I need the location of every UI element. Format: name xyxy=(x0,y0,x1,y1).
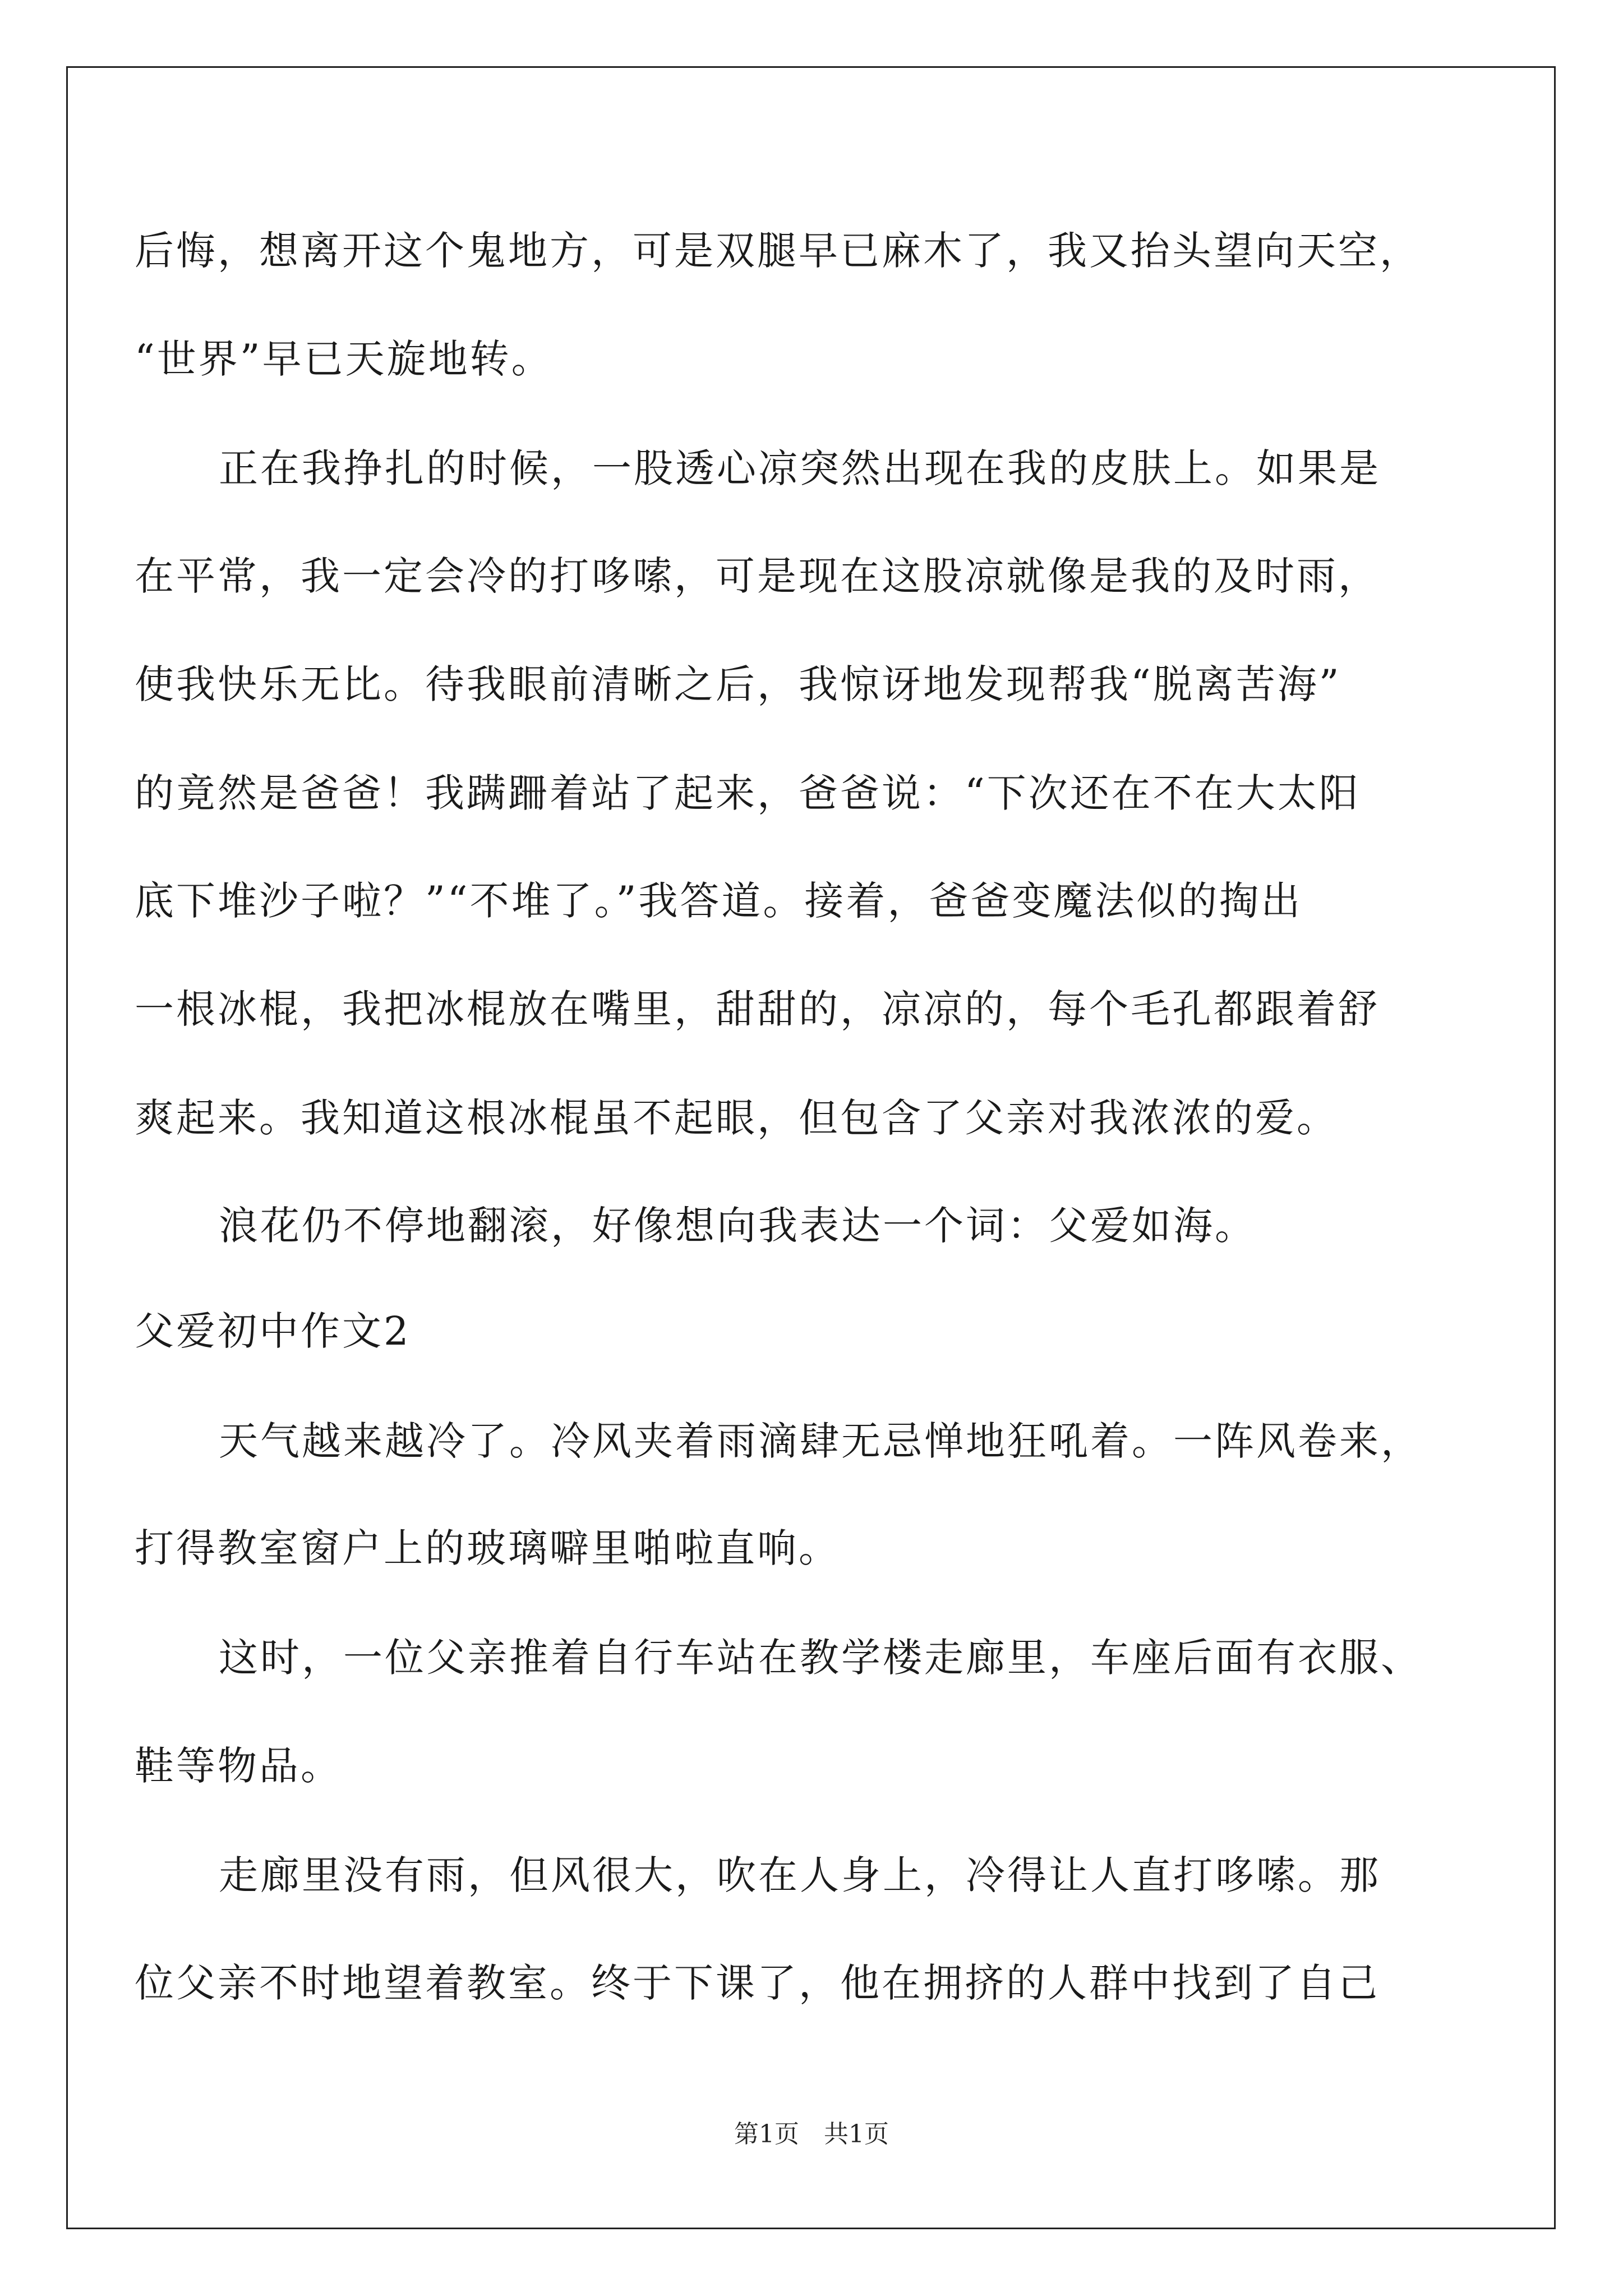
paragraph-start-line: 浪花仍不停地翻滚，好像想向我表达一个词：父爱如海。 xyxy=(219,1203,1256,1249)
page-footer xyxy=(0,2122,1623,2147)
text-line: “世界”早已天旋地转。 xyxy=(135,336,553,382)
section-heading: 父爱初中作文2 xyxy=(135,1308,411,1354)
text-line: 使我快乐无比。待我眼前清晰之后，我惊讶地发现帮我“脱离苦海” xyxy=(135,661,1341,707)
paragraph-start-line: 这时，一位父亲推着自行车站在教学楼走廊里，车座后面有衣服、 xyxy=(219,1635,1422,1681)
text-line: 鞋等物品。 xyxy=(135,1743,342,1789)
text-line: 位父亲不时地望着教室。终于下课了，他在拥挤的人群中找到了自己 xyxy=(135,1960,1380,2006)
text-line: 打得教室窗户上的玻璃噼里啪啦直响。 xyxy=(135,1525,840,1571)
text-line: 底下堆沙子啦？”“不堆了。”我答道。接着，爸爸变魔法似的掏出 xyxy=(135,878,1303,924)
page-border xyxy=(66,66,1556,2229)
text-line: 后悔，想离开这个鬼地方，可是双腿早已麻木了，我又抬头望向天空， xyxy=(135,228,1421,274)
paragraph-start-line: 天气越来越冷了。冷风夹着雨滴肆无忌惮地狂吼着。一阵风卷来， xyxy=(219,1418,1422,1464)
paragraph-start-line: 走廊里没有雨，但风很大，吹在人身上，冷得让人直打哆嗦。那 xyxy=(219,1852,1381,1898)
text-line: 的竟然是爸爸！我蹒跚着站了起来，爸爸说：“下次还在不在大太阳 xyxy=(135,770,1361,816)
text-line: 在平常，我一定会冷的打哆嗦，可是现在这股凉就像是我的及时雨， xyxy=(135,553,1380,599)
page-number: 第1页 xyxy=(734,2120,799,2148)
text-line: 爽起来。我知道这根冰棍虽不起眼，但包含了父亲对我浓浓的爱。 xyxy=(135,1095,1338,1141)
text-line: 一根冰棍，我把冰棍放在嘴里，甜甜的，凉凉的，每个毛孔都跟着舒 xyxy=(135,986,1380,1032)
page-total: 共1页 xyxy=(824,2120,889,2148)
paragraph-start-line: 正在我挣扎的时候，一股透心凉突然出现在我的皮肤上。如果是 xyxy=(219,445,1381,491)
